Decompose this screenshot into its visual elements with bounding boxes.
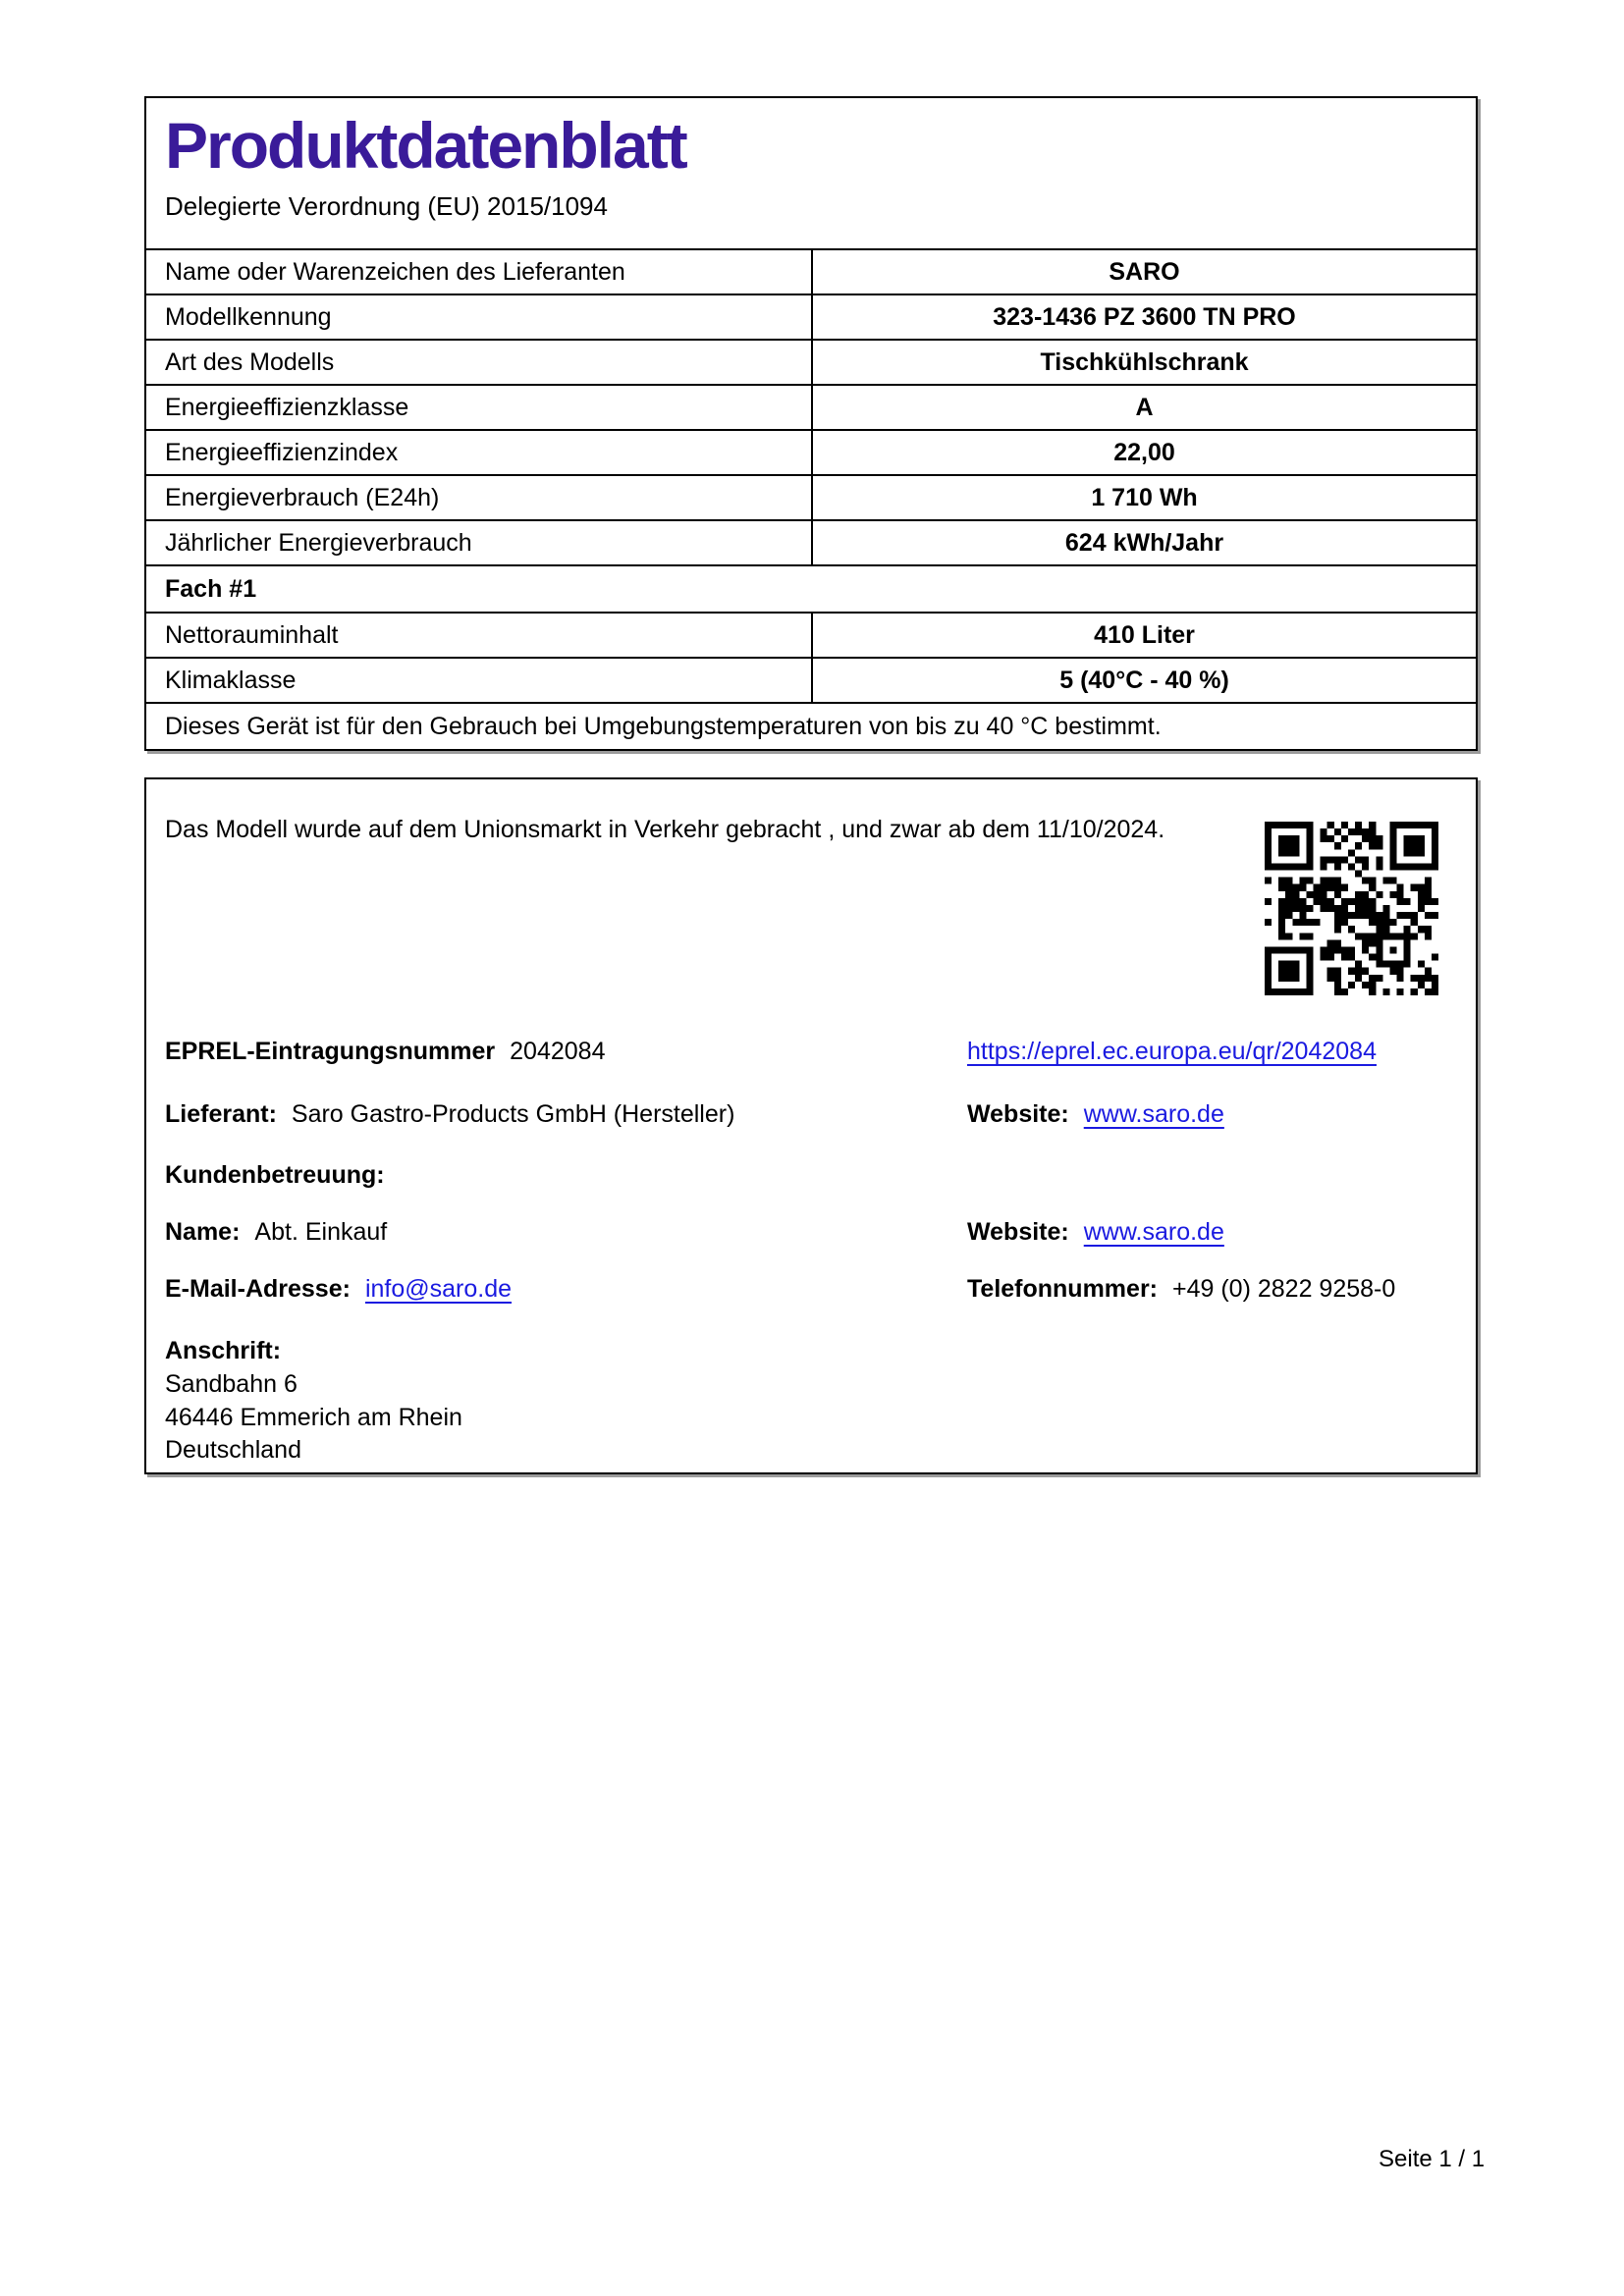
product-datasheet-card [144, 96, 1478, 751]
title-block [146, 98, 1476, 248]
row-value: 323-1436 PZ 3600 TN PRO [811, 295, 1476, 339]
eprel-link[interactable]: https://eprel.ec.europa.eu/qr/2042084 [967, 1038, 1377, 1065]
table-row-energy-consumption-24h [146, 474, 1476, 519]
table-row-supplier-name [146, 248, 1476, 294]
supplier-value: Saro Gastro-Products GmbH (Hersteller) [291, 1100, 735, 1128]
table-row-energy-index [146, 429, 1476, 474]
address-line-1: Sandbahn 6 [165, 1370, 298, 1398]
page-number: Seite 1 / 1 [1379, 2146, 1486, 2172]
page-title: Produktdatenblatt [165, 109, 686, 182]
eprel-label: EPREL-Eintragungsnummer [165, 1038, 496, 1065]
ambient-note: Dieses Gerät ist für den Gebrauch bei Umgebungstemperaturen von bis zu 40 °C bestimmt. [165, 712, 1162, 740]
email-label: E-Mail-Adresse: [165, 1275, 351, 1303]
website-label: Website: [967, 1218, 1069, 1246]
supplier-info-card [144, 777, 1478, 1474]
qr-code [1265, 822, 1438, 995]
phone-value: +49 (0) 2822 9258-0 [1172, 1275, 1396, 1303]
row-label: Modellkennung [165, 302, 332, 331]
address-line-3: Deutschland [165, 1436, 301, 1464]
supplier-line [165, 1099, 1457, 1129]
row-label: Energieeffizienzklasse [165, 393, 409, 421]
row-label: Klimaklasse [165, 666, 297, 694]
row-value: SARO [811, 250, 1476, 294]
name-value: Abt. Einkauf [254, 1218, 388, 1246]
eprel-number: 2042084 [510, 1038, 606, 1065]
row-value: 22,00 [811, 431, 1476, 474]
table-row-climate-class [146, 657, 1476, 702]
table-row-annual-energy [146, 519, 1476, 564]
row-label: Name oder Warenzeichen des Lieferanten [165, 257, 625, 286]
name-label: Name: [165, 1218, 241, 1246]
row-value: 624 kWh/Jahr [811, 521, 1476, 564]
contact-name-line [165, 1217, 1457, 1247]
website-label: Website: [967, 1100, 1069, 1128]
row-value: 410 Liter [811, 614, 1476, 657]
row-label: Energieverbrauch (E24h) [165, 483, 440, 511]
phone-label: Telefonnummer: [967, 1275, 1158, 1303]
address-line-2: 46446 Emmerich am Rhein [165, 1404, 462, 1431]
row-value: A [811, 386, 1476, 429]
table-row-net-volume [146, 612, 1476, 657]
row-label: Nettorauminhalt [165, 620, 339, 649]
section-header: Fach #1 [165, 574, 257, 603]
row-label: Energieeffizienzindex [165, 438, 399, 466]
address-label: Anschrift: [165, 1337, 282, 1364]
table-section-compartment [146, 564, 1476, 612]
customer-service-heading: Kundenbetreuung: [165, 1161, 385, 1189]
supplier-label: Lieferant: [165, 1100, 277, 1128]
email-link[interactable]: info@saro.de [364, 1275, 513, 1303]
table-row-energy-class [146, 384, 1476, 429]
website-link[interactable]: www.saro.de [1083, 1100, 1224, 1128]
regulation-subtitle: Delegierte Verordnung (EU) 2015/1094 [165, 191, 608, 222]
table-row-ambient-note [146, 702, 1476, 749]
market-placement-text: Das Modell wurde auf dem Unionsmarkt in Verkehr gebracht , und zwar ab dem 11/10/2024. [165, 816, 1165, 843]
row-label: Art des Modells [165, 347, 335, 376]
table-row-model-id [146, 294, 1476, 339]
table-row-model-type [146, 339, 1476, 384]
eprel-line [165, 1037, 1457, 1066]
row-value: 1 710 Wh [811, 476, 1476, 519]
row-value: 5 (40°C - 40 %) [811, 659, 1476, 702]
website-link-2[interactable]: www.saro.de [1083, 1218, 1224, 1246]
row-value: Tischkühlschrank [811, 341, 1476, 384]
email-line [165, 1274, 1457, 1304]
row-label: Jährlicher Energieverbrauch [165, 528, 472, 557]
